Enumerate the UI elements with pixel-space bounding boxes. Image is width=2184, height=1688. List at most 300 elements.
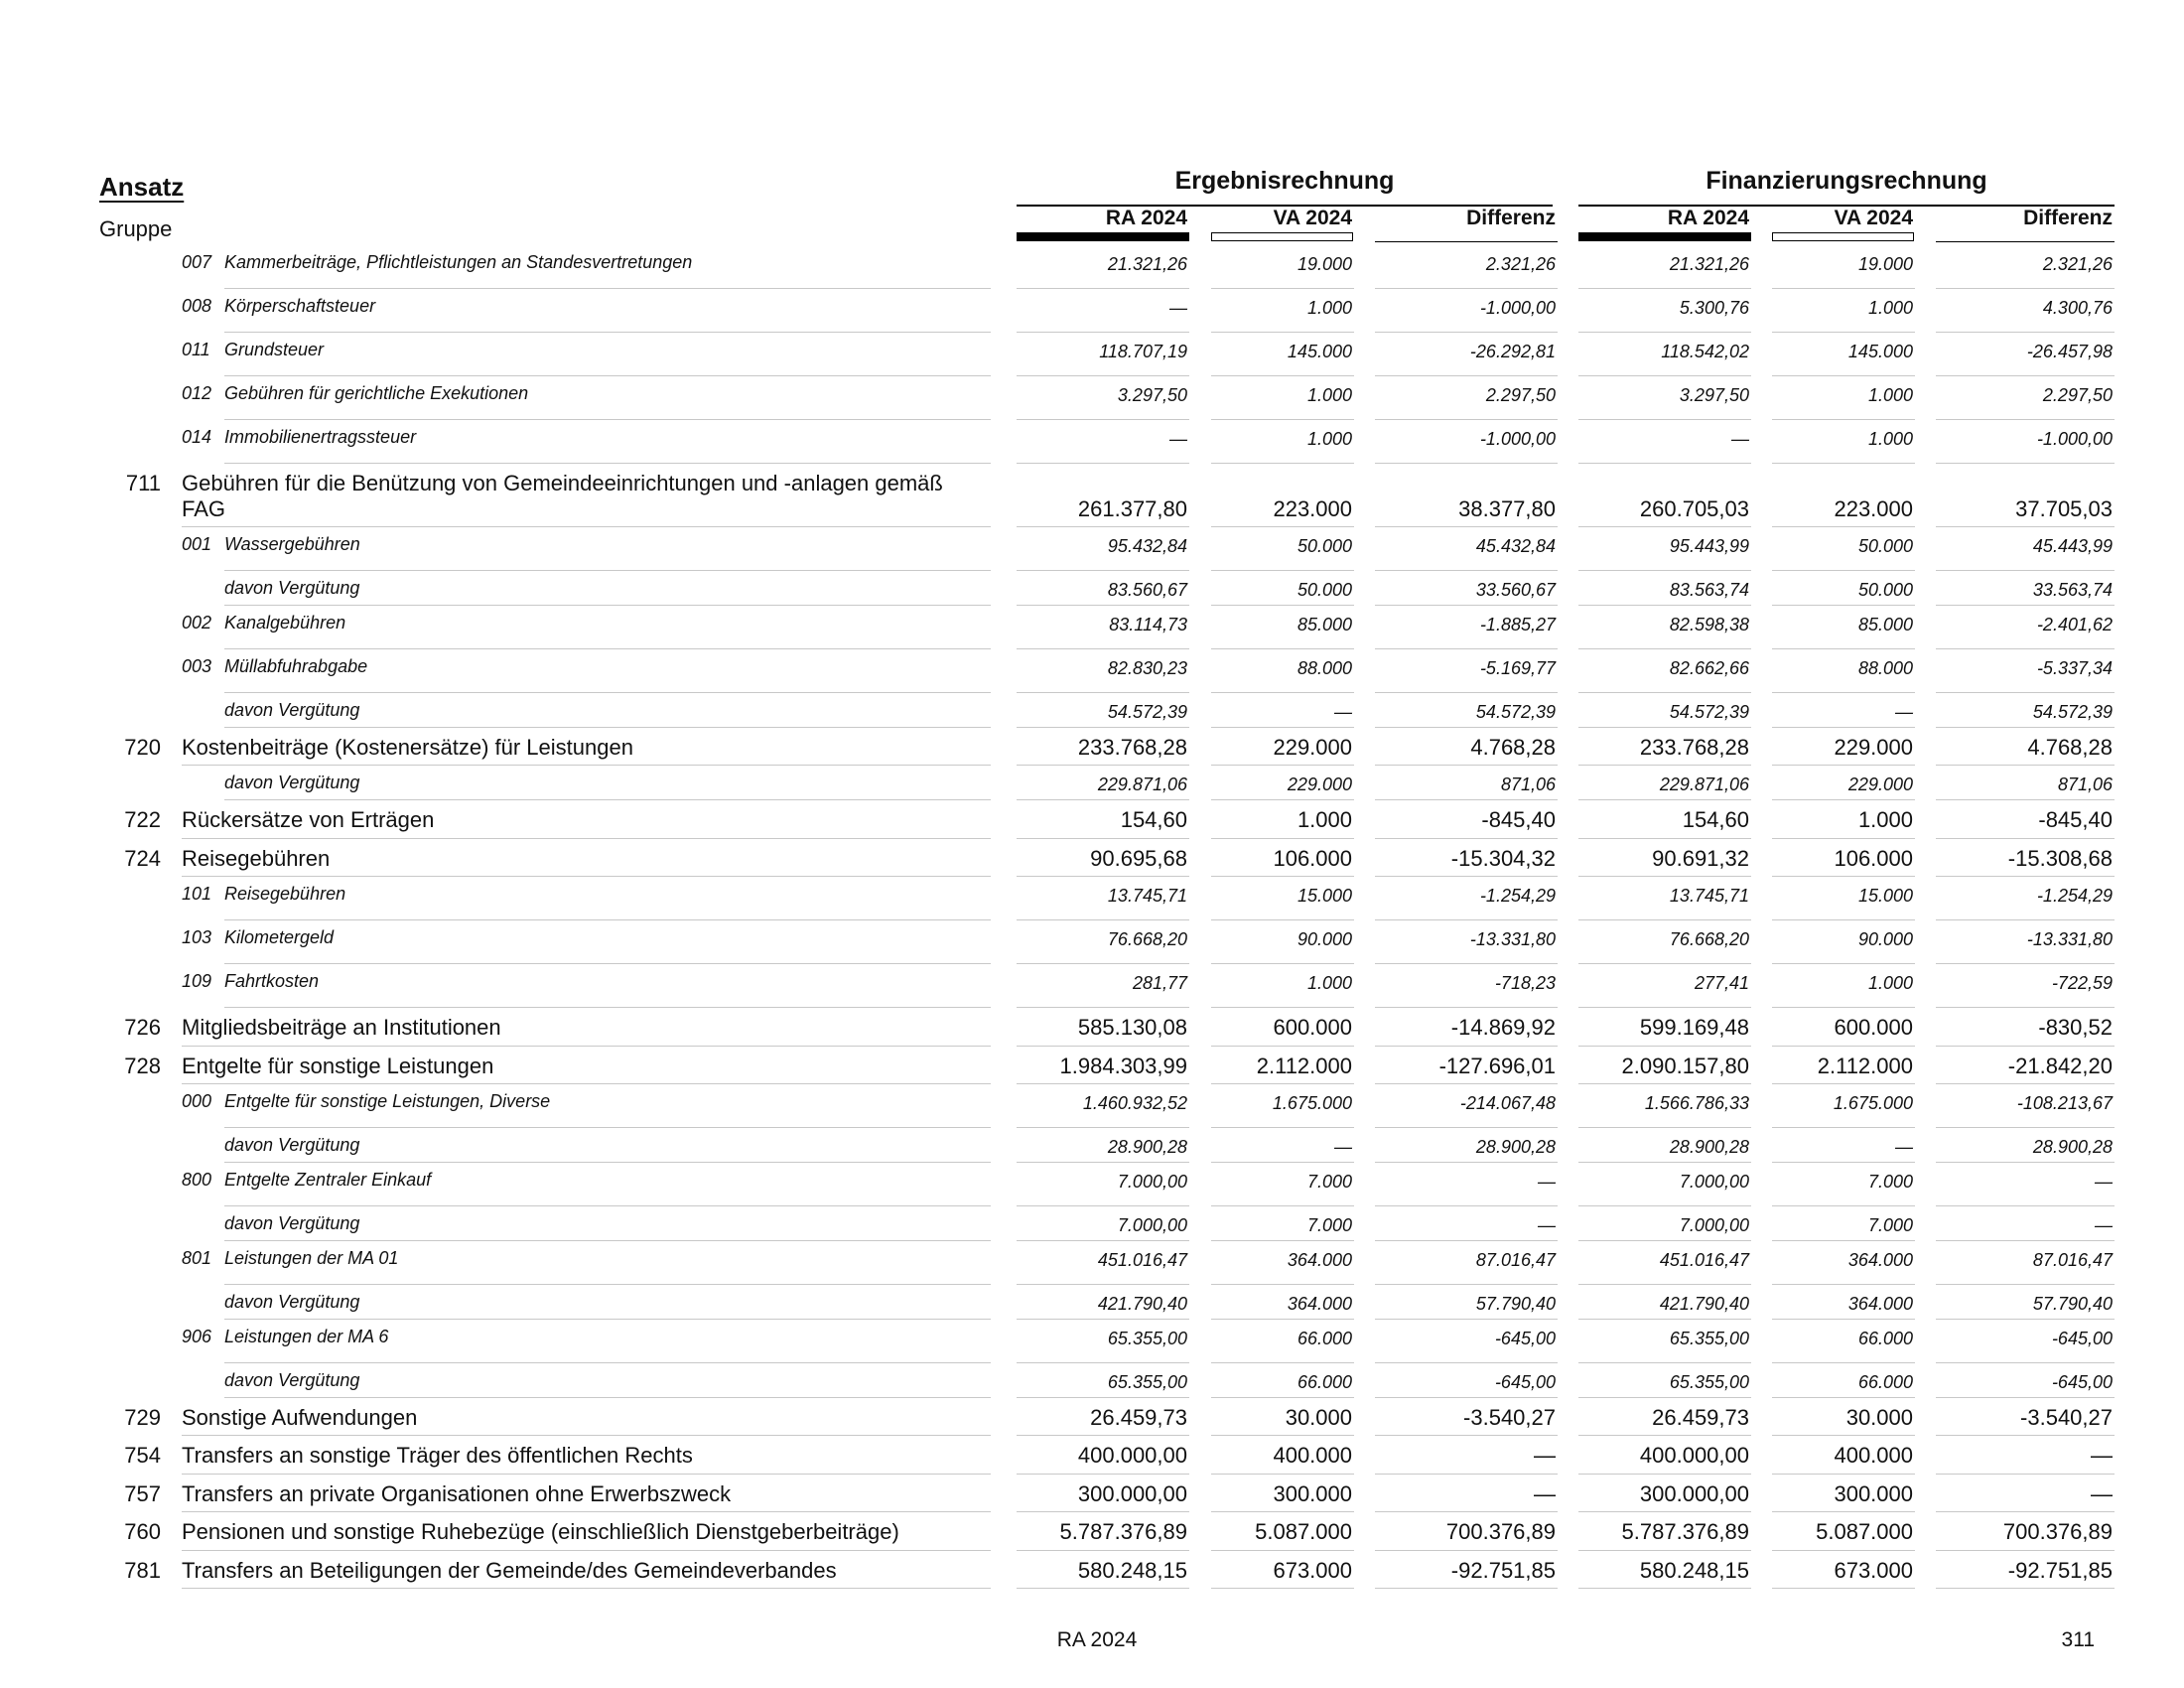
row-rule xyxy=(1375,570,1558,571)
budget-marker-bar xyxy=(1211,232,1353,241)
row-rule xyxy=(1017,765,1189,766)
row-rule xyxy=(1375,375,1558,376)
row-rule xyxy=(1375,1162,1558,1163)
davon-row xyxy=(0,694,2184,729)
value-ergebnis-ra-2024: 1.984.303,99 xyxy=(1059,1053,1187,1078)
row-rule xyxy=(1017,1046,1189,1047)
value-finanz-ra-2024: 90.691,32 xyxy=(1652,845,1749,871)
row-rule xyxy=(1375,1083,1558,1084)
value-ergebnis-ra-2024: 5.787.376,89 xyxy=(1059,1519,1187,1545)
row-rule xyxy=(224,419,991,420)
value-ergebnis-va-2024: 1.000 xyxy=(1297,807,1352,833)
value-ergebnis-va-2024: 88.000 xyxy=(1297,658,1352,678)
account-label: davon Vergütung xyxy=(224,1370,360,1390)
row-rule xyxy=(1211,570,1354,571)
value-finanz-differenz: -15.308,68 xyxy=(2007,845,2113,871)
account-code: 101 xyxy=(182,884,212,905)
row-rule xyxy=(224,919,991,920)
row-rule xyxy=(1375,727,1558,728)
davon-row xyxy=(0,767,2184,801)
value-finanz-ra-2024: 300.000,00 xyxy=(1639,1480,1749,1506)
group-row xyxy=(0,1048,2184,1085)
row-rule xyxy=(1772,838,1915,839)
value-ergebnis-ra-2024: 154,60 xyxy=(1120,807,1187,833)
row-rule xyxy=(1936,1319,2115,1320)
row-rule xyxy=(1936,1284,2115,1285)
value-ergebnis-ra-2024: 421.790,40 xyxy=(1097,1294,1187,1314)
value-ergebnis-differenz: -645,00 xyxy=(1494,1372,1556,1392)
value-finanz-va-2024: 66.000 xyxy=(1857,1372,1913,1392)
row-rule xyxy=(1578,1127,1751,1128)
row-rule xyxy=(1375,1511,1558,1512)
value-ergebnis-va-2024: 15.000 xyxy=(1297,886,1352,907)
account-label: Kanalgebühren xyxy=(224,613,346,633)
row-rule xyxy=(1017,876,1189,877)
row-rule xyxy=(1211,1205,1354,1206)
account-code: 801 xyxy=(182,1248,212,1268)
account-label: Leistungen der MA 6 xyxy=(224,1327,389,1346)
account-label: davon Vergütung xyxy=(224,1213,360,1233)
account-label: Wassergebühren xyxy=(224,534,360,554)
row-rule xyxy=(1772,375,1915,376)
account-label: Transfers an Beteiligungen der Gemeinde/des Gemeindeverbandes xyxy=(182,1557,837,1583)
value-finanz-ra-2024: 82.598,38 xyxy=(1669,615,1749,634)
account-code: 002 xyxy=(182,613,212,633)
row-rule xyxy=(224,1162,991,1163)
value-ergebnis-differenz: -26.292,81 xyxy=(1469,342,1556,361)
value-ergebnis-va-2024: 30.000 xyxy=(1285,1405,1352,1430)
value-ergebnis-va-2024: — xyxy=(1334,1137,1352,1157)
row-rule xyxy=(1211,1240,1354,1241)
account-label: Entgelte für sonstige Leistungen xyxy=(182,1053,494,1078)
value-finanz-differenz: 45.443,99 xyxy=(2032,536,2113,556)
row-rule xyxy=(1017,1474,1189,1475)
value-ergebnis-differenz: -92.751,85 xyxy=(1450,1557,1556,1583)
value-ergebnis-va-2024: 300.000 xyxy=(1273,1480,1352,1506)
budget-marker-bar xyxy=(1772,232,1914,241)
value-ergebnis-differenz: -645,00 xyxy=(1494,1329,1556,1348)
row-rule xyxy=(1211,919,1354,920)
row-rule xyxy=(1375,1046,1558,1047)
value-finanz-va-2024: 1.000 xyxy=(1867,298,1913,318)
value-finanz-ra-2024: 277,41 xyxy=(1694,973,1749,994)
column-heading-ansatz: Ansatz xyxy=(99,172,185,202)
value-ergebnis-va-2024: 673.000 xyxy=(1273,1557,1352,1583)
group-row xyxy=(0,1476,2184,1513)
value-finanz-differenz: -845,40 xyxy=(2038,807,2113,833)
row-rule xyxy=(1772,605,1915,606)
account-code: 003 xyxy=(182,656,212,676)
row-rule xyxy=(1375,692,1558,693)
davon-row xyxy=(0,572,2184,607)
value-ergebnis-ra-2024: — xyxy=(1169,298,1187,318)
row-rule xyxy=(1211,332,1354,333)
row-rule xyxy=(1211,288,1354,289)
value-finanz-va-2024: 1.000 xyxy=(1857,807,1913,833)
davon-row xyxy=(0,1129,2184,1164)
row-rule xyxy=(224,570,991,571)
value-ergebnis-differenz: -1.000,00 xyxy=(1479,298,1556,318)
row-rule xyxy=(224,375,991,376)
value-finanz-ra-2024: 7.000,00 xyxy=(1679,1215,1749,1235)
value-finanz-ra-2024: 400.000,00 xyxy=(1639,1443,1749,1469)
row-rule xyxy=(224,332,991,333)
account-label: Körperschaftsteuer xyxy=(224,296,376,316)
value-finanz-differenz: -2.401,62 xyxy=(2036,615,2113,634)
row-rule xyxy=(1772,876,1915,877)
row-rule xyxy=(1936,799,2115,800)
row-rule xyxy=(1211,1362,1354,1363)
value-finanz-differenz: 700.376,89 xyxy=(2002,1519,2113,1545)
row-rule xyxy=(224,288,991,289)
row-rule xyxy=(1936,1240,2115,1241)
value-ergebnis-ra-2024: 7.000,00 xyxy=(1117,1172,1187,1192)
value-finanz-va-2024: 88.000 xyxy=(1857,658,1913,678)
row-rule xyxy=(1017,1083,1189,1084)
row-rule xyxy=(1017,1550,1189,1551)
value-finanz-differenz: 28.900,28 xyxy=(2032,1137,2113,1157)
value-ergebnis-differenz: — xyxy=(1534,1480,1556,1506)
row-rule xyxy=(1211,419,1354,420)
row-rule xyxy=(1375,332,1558,333)
row-rule xyxy=(1578,526,1751,527)
value-finanz-va-2024: 90.000 xyxy=(1857,929,1913,950)
row-rule xyxy=(1017,799,1189,800)
row-rule xyxy=(1211,648,1354,649)
row-rule xyxy=(1017,1284,1189,1285)
value-finanz-va-2024: 7.000 xyxy=(1867,1215,1913,1235)
row-rule xyxy=(1578,1083,1751,1084)
row-rule xyxy=(182,876,991,877)
value-finanz-differenz: 4.300,76 xyxy=(2042,298,2113,318)
row-rule xyxy=(182,1474,991,1475)
row-rule xyxy=(1772,1240,1915,1241)
row-rule xyxy=(224,1284,991,1285)
row-rule xyxy=(1211,1474,1354,1475)
row-rule xyxy=(1375,605,1558,606)
row-rule xyxy=(1375,1240,1558,1241)
row-rule xyxy=(1578,727,1751,728)
value-finanz-va-2024: 1.000 xyxy=(1867,385,1913,405)
row-rule xyxy=(1578,1205,1751,1206)
value-finanz-ra-2024: 83.563,74 xyxy=(1669,580,1749,600)
value-finanz-va-2024: 229.000 xyxy=(1847,774,1913,795)
account-code: 007 xyxy=(182,252,212,272)
value-finanz-va-2024: 229.000 xyxy=(1834,735,1913,760)
row-rule xyxy=(1936,332,2115,333)
row-rule xyxy=(224,692,991,693)
value-ergebnis-ra-2024: 90.695,68 xyxy=(1090,845,1187,871)
value-finanz-differenz: -1.000,00 xyxy=(2036,429,2113,449)
value-ergebnis-ra-2024: 400.000,00 xyxy=(1077,1443,1187,1469)
group-row xyxy=(0,1513,2184,1551)
value-ergebnis-ra-2024: 1.460.932,52 xyxy=(1082,1093,1187,1113)
account-label: Transfers an private Organisationen ohne Erwerbszweck xyxy=(182,1480,732,1506)
row-rule xyxy=(1017,288,1189,289)
row-rule xyxy=(1578,799,1751,800)
row-rule xyxy=(1936,288,2115,289)
row-rule xyxy=(1772,765,1915,766)
row-rule xyxy=(1211,1511,1354,1512)
value-ergebnis-ra-2024: — xyxy=(1169,429,1187,449)
row-rule xyxy=(1017,1319,1189,1320)
value-ergebnis-ra-2024: 83.560,67 xyxy=(1107,580,1187,600)
value-ergebnis-ra-2024: 233.768,28 xyxy=(1077,735,1187,760)
row-rule xyxy=(1375,876,1558,877)
value-ergebnis-ra-2024: 7.000,00 xyxy=(1117,1215,1187,1235)
value-ergebnis-ra-2024: 95.432,84 xyxy=(1107,536,1187,556)
value-finanz-va-2024: 1.000 xyxy=(1867,973,1913,994)
value-finanz-ra-2024: 421.790,40 xyxy=(1659,1294,1749,1314)
row-rule xyxy=(182,1046,991,1047)
account-label: davon Vergütung xyxy=(224,1292,360,1312)
value-finanz-differenz: -5.337,34 xyxy=(2036,658,2113,678)
value-ergebnis-differenz: -3.540,27 xyxy=(1463,1405,1556,1430)
row-rule xyxy=(1375,288,1558,289)
value-finanz-differenz: -645,00 xyxy=(2051,1372,2113,1392)
row-rule xyxy=(1936,963,2115,964)
subitem-row xyxy=(0,1164,2184,1207)
davon-row xyxy=(0,1286,2184,1321)
account-code: 728 xyxy=(124,1053,161,1078)
account-label: Sonstige Aufwendungen xyxy=(182,1405,418,1430)
value-finanz-ra-2024: 76.668,20 xyxy=(1669,929,1749,950)
value-ergebnis-ra-2024: 580.248,15 xyxy=(1077,1557,1187,1583)
account-code: 781 xyxy=(124,1557,161,1583)
column-heading-gruppe: Gruppe xyxy=(99,216,173,241)
value-ergebnis-ra-2024: 281,77 xyxy=(1132,973,1187,994)
account-label: Kilometergeld xyxy=(224,927,335,948)
value-finanz-va-2024: 364.000 xyxy=(1847,1250,1913,1270)
value-finanz-ra-2024: 21.321,26 xyxy=(1669,254,1749,274)
row-rule xyxy=(1211,1435,1354,1436)
account-label: Rückersätze von Erträgen xyxy=(182,807,435,833)
value-ergebnis-va-2024: — xyxy=(1334,702,1352,722)
account-code: 109 xyxy=(182,971,212,992)
value-finanz-va-2024: 1.000 xyxy=(1867,429,1913,449)
row-rule xyxy=(1211,375,1354,376)
row-rule xyxy=(1936,727,2115,728)
row-rule xyxy=(182,1588,991,1589)
footer-document-label: RA 2024 xyxy=(1056,1628,1138,1651)
group-row xyxy=(0,840,2184,878)
value-ergebnis-differenz: -14.869,92 xyxy=(1450,1015,1556,1041)
value-finanz-va-2024: 364.000 xyxy=(1847,1294,1913,1314)
account-code: 729 xyxy=(124,1405,161,1430)
value-finanz-differenz: 4.768,28 xyxy=(2027,735,2113,760)
row-rule xyxy=(1017,526,1189,527)
account-label: Müllabfuhrabgabe xyxy=(224,656,368,676)
account-label: Grundsteuer xyxy=(224,340,325,359)
account-code: 726 xyxy=(124,1015,161,1041)
row-rule xyxy=(1211,1127,1354,1128)
row-rule xyxy=(1936,919,2115,920)
row-rule xyxy=(1017,463,1189,464)
row-rule xyxy=(1211,1083,1354,1084)
account-label: Kostenbeiträge (Kostenersätze) für Leistungen xyxy=(182,735,633,760)
value-finanz-ra-2024: 3.297,50 xyxy=(1679,385,1749,405)
row-rule xyxy=(1211,799,1354,800)
row-rule xyxy=(224,1127,991,1128)
row-rule xyxy=(1017,1435,1189,1436)
value-ergebnis-va-2024: 1.675.000 xyxy=(1272,1093,1352,1113)
value-finanz-differenz: — xyxy=(2095,1172,2113,1192)
difference-underline xyxy=(1936,241,2115,242)
value-finanz-differenz: — xyxy=(2091,1443,2113,1469)
row-rule xyxy=(1017,1205,1189,1206)
value-finanz-differenz: 871,06 xyxy=(2057,774,2113,795)
subitem-row xyxy=(0,650,2184,694)
row-rule xyxy=(1772,526,1915,527)
row-rule xyxy=(1936,876,2115,877)
value-ergebnis-differenz: -214.067,48 xyxy=(1459,1093,1556,1113)
value-ergebnis-differenz: -5.169,77 xyxy=(1479,658,1556,678)
subitem-row xyxy=(0,965,2184,1009)
value-ergebnis-ra-2024: 300.000,00 xyxy=(1077,1480,1187,1506)
row-rule xyxy=(1936,605,2115,606)
column-heading-ergebnis-ra-2024: RA 2024 xyxy=(1105,207,1187,229)
value-ergebnis-differenz: 28.900,28 xyxy=(1475,1137,1556,1157)
row-rule xyxy=(1772,1550,1915,1551)
row-rule xyxy=(1375,838,1558,839)
value-finanz-differenz: -3.540,27 xyxy=(2020,1405,2113,1430)
row-rule xyxy=(224,727,991,728)
value-finanz-ra-2024: — xyxy=(1731,429,1749,449)
account-label: Fahrtkosten xyxy=(224,971,320,992)
row-rule xyxy=(1017,1397,1189,1398)
subitem-row xyxy=(0,334,2184,377)
row-rule xyxy=(1578,692,1751,693)
value-ergebnis-differenz: 871,06 xyxy=(1500,774,1556,795)
row-rule xyxy=(1772,1435,1915,1436)
value-ergebnis-ra-2024: 13.745,71 xyxy=(1107,886,1187,907)
row-rule xyxy=(224,963,991,964)
row-rule xyxy=(182,1083,991,1084)
row-rule xyxy=(1375,526,1558,527)
row-rule xyxy=(1578,570,1751,571)
subitem-row xyxy=(0,1242,2184,1286)
row-rule xyxy=(224,605,991,606)
row-rule xyxy=(1375,919,1558,920)
row-rule xyxy=(1772,288,1915,289)
row-rule xyxy=(1772,570,1915,571)
value-ergebnis-va-2024: 7.000 xyxy=(1306,1172,1352,1192)
account-code: 720 xyxy=(124,735,161,760)
row-rule xyxy=(1017,1007,1189,1008)
value-finanz-va-2024: 5.087.000 xyxy=(1816,1519,1913,1545)
account-code: 757 xyxy=(124,1480,161,1506)
actual-marker-bar xyxy=(1578,232,1751,241)
subitem-row xyxy=(0,377,2184,421)
row-rule xyxy=(1375,1284,1558,1285)
value-finanz-ra-2024: 5.300,76 xyxy=(1679,298,1749,318)
row-rule xyxy=(1578,1588,1751,1589)
column-heading-ergebnis-differenz: Differenz xyxy=(1466,207,1556,229)
value-finanz-differenz: -26.457,98 xyxy=(2026,342,2113,361)
value-finanz-va-2024: 66.000 xyxy=(1857,1329,1913,1348)
account-label: Entgelte Zentraler Einkauf xyxy=(224,1170,432,1190)
value-ergebnis-differenz: -13.331,80 xyxy=(1469,929,1556,950)
row-rule xyxy=(1375,1362,1558,1363)
row-rule xyxy=(1211,727,1354,728)
value-ergebnis-ra-2024: 26.459,73 xyxy=(1090,1405,1187,1430)
value-finanz-differenz: -13.331,80 xyxy=(2026,929,2113,950)
row-rule xyxy=(1375,1550,1558,1551)
account-code: 014 xyxy=(182,427,212,447)
row-rule xyxy=(1017,1127,1189,1128)
row-rule xyxy=(1017,692,1189,693)
row-rule xyxy=(1772,1007,1915,1008)
row-rule xyxy=(1017,838,1189,839)
row-rule xyxy=(1578,288,1751,289)
subitem-row xyxy=(0,421,2184,465)
row-rule xyxy=(1772,1162,1915,1163)
account-code: 724 xyxy=(124,845,161,871)
value-finanz-va-2024: 50.000 xyxy=(1857,580,1913,600)
value-finanz-ra-2024: 451.016,47 xyxy=(1659,1250,1749,1270)
row-rule xyxy=(224,1362,991,1363)
row-rule xyxy=(224,1205,991,1206)
row-rule xyxy=(1211,876,1354,877)
row-rule xyxy=(224,1240,991,1241)
value-ergebnis-va-2024: 50.000 xyxy=(1297,536,1352,556)
value-ergebnis-va-2024: 90.000 xyxy=(1297,929,1352,950)
row-rule xyxy=(1578,838,1751,839)
value-ergebnis-ra-2024: 451.016,47 xyxy=(1097,1250,1187,1270)
value-ergebnis-va-2024: 19.000 xyxy=(1297,254,1352,274)
account-code: 011 xyxy=(182,340,210,359)
row-rule xyxy=(1936,648,2115,649)
row-rule xyxy=(1017,727,1189,728)
account-code: 760 xyxy=(124,1519,161,1545)
value-ergebnis-ra-2024: 21.321,26 xyxy=(1107,254,1187,274)
row-rule xyxy=(1936,1162,2115,1163)
davon-row xyxy=(0,1207,2184,1242)
value-finanz-ra-2024: 580.248,15 xyxy=(1639,1557,1749,1583)
row-rule xyxy=(1578,1007,1751,1008)
row-rule xyxy=(1017,1588,1189,1589)
value-ergebnis-va-2024: 1.000 xyxy=(1306,385,1352,405)
row-rule xyxy=(1936,1550,2115,1551)
group-row xyxy=(0,1552,2184,1590)
row-rule xyxy=(1211,1550,1354,1551)
row-rule xyxy=(1211,1588,1354,1589)
row-rule xyxy=(1211,1319,1354,1320)
row-rule xyxy=(1772,799,1915,800)
account-code: 711 xyxy=(125,471,161,495)
row-rule xyxy=(224,1007,991,1008)
account-label: Gebühren für gerichtliche Exekutionen xyxy=(224,383,529,403)
subitem-row xyxy=(0,921,2184,965)
value-finanz-va-2024: 50.000 xyxy=(1857,536,1913,556)
value-finanz-differenz: — xyxy=(2095,1215,2113,1235)
value-ergebnis-differenz: 87.016,47 xyxy=(1475,1250,1556,1270)
value-finanz-va-2024: 145.000 xyxy=(1847,342,1913,361)
subitem-row xyxy=(0,1085,2184,1129)
row-rule xyxy=(1017,1511,1189,1512)
account-label: Reisegebühren xyxy=(224,884,346,905)
actual-marker-bar xyxy=(1017,232,1189,241)
value-finanz-va-2024: 400.000 xyxy=(1834,1443,1913,1469)
row-rule xyxy=(1936,570,2115,571)
davon-row xyxy=(0,1364,2184,1399)
value-finanz-va-2024: 673.000 xyxy=(1834,1557,1913,1583)
value-finanz-differenz: 54.572,39 xyxy=(2032,702,2113,722)
subitem-row xyxy=(0,528,2184,572)
row-rule xyxy=(224,1319,991,1320)
value-finanz-ra-2024: 26.459,73 xyxy=(1652,1405,1749,1430)
row-rule xyxy=(224,1397,991,1398)
